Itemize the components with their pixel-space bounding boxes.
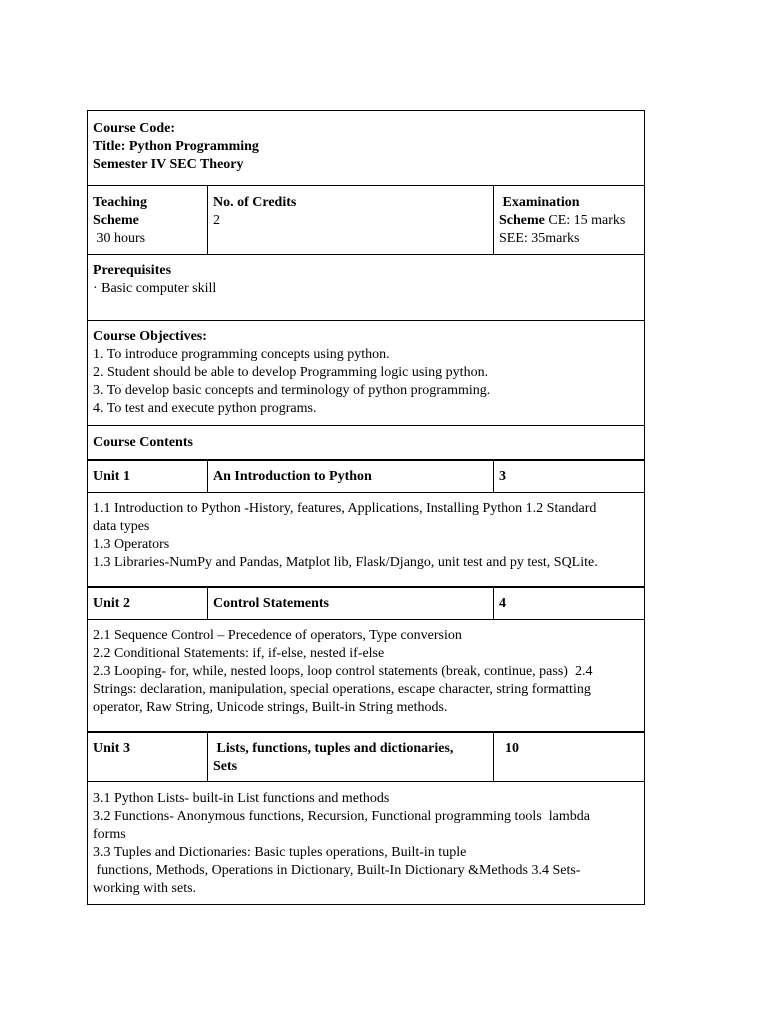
objectives-row (87, 320, 645, 425)
unit-title: An Introduction to Python (208, 461, 494, 492)
unit-title-cell (208, 733, 494, 781)
unit-hours: 10 (505, 741, 519, 756)
objective-item: 1. To introduce programming concepts using python. (93, 347, 390, 362)
unit-content-line: data types (93, 519, 150, 534)
unit-content-line: 3.2 Functions- Anonymous functions, Recursion, Functional programming tools lambda (93, 809, 590, 824)
exam-ce-marks: CE: 15 marks (544, 213, 626, 228)
unit-number: Unit 1 (88, 461, 208, 492)
unit-content-row (87, 619, 645, 731)
unit-hours: 3 (499, 469, 506, 484)
unit-content-line: 2.2 Conditional Statements: if, if-else, nested if-else (93, 646, 385, 661)
credits-value: 2 (213, 213, 220, 228)
unit-hours: 4 (499, 596, 506, 611)
unit-title: Control Statements (208, 588, 494, 619)
course-header-row (87, 110, 645, 185)
unit-title: Lists, functions, tuples and dictionaries, (213, 741, 454, 756)
course-title: Title: Python Programming (93, 139, 259, 154)
scheme-label: Scheme (93, 213, 139, 228)
course-code-label: Course Code: (93, 121, 176, 136)
prerequisites-row (87, 254, 645, 320)
examination-cell (494, 186, 644, 254)
exam-see-marks: SEE: 35marks (499, 231, 580, 246)
unit-content-line: 3.1 Python Lists- built-in List functions and methods (93, 791, 390, 806)
credits-label: No. of Credits (213, 195, 297, 210)
teaching-hours: 30 hours (93, 231, 146, 246)
prerequisites-heading: Prerequisites (93, 263, 172, 278)
objective-item: 2. Student should be able to develop Programming logic using python. (93, 365, 489, 380)
credits-cell (208, 186, 494, 254)
unit-header-row (87, 586, 645, 619)
unit-content-line: 3.3 Tuples and Dictionaries: Basic tuples operations, Built-in tuple (93, 845, 467, 860)
unit-content-line: 2.1 Sequence Control – Precedence of operators, Type conversion (93, 628, 462, 643)
exam-scheme-label: Scheme (499, 213, 545, 228)
exam-scheme-line (499, 212, 639, 230)
unit-title-continued: Sets (213, 759, 238, 774)
course-contents-row (87, 425, 645, 459)
course-semester: Semester IV SEC Theory (93, 157, 244, 172)
unit-number: Unit 2 (88, 588, 208, 619)
unit-content-line: 2.3 Looping- for, while, nested loops, loop control statements (break, continue, pass) 2.4 (93, 664, 593, 679)
teaching-scheme-cell (88, 186, 208, 254)
unit-number: Unit 3 (88, 733, 208, 781)
unit-content-line: forms (93, 827, 126, 842)
syllabus-table (87, 110, 645, 905)
scheme-row (87, 185, 645, 254)
objective-item: 4. To test and execute python programs. (93, 401, 317, 416)
unit-content-line: operator, Raw String, Unicode strings, Built-in String methods. (93, 700, 448, 715)
unit-content-line: working with sets. (93, 881, 197, 896)
unit-header-row (87, 459, 645, 492)
examination-label: Examination (499, 195, 580, 210)
unit-content-line: 1.3 Libraries-NumPy and Pandas, Matplot lib, Flask/Django, unit test and py test, SQLite. (93, 555, 598, 570)
teaching-label: Teaching (93, 195, 147, 210)
unit-content-line: Strings: declaration, manipulation, special operations, escape character, string formatting (93, 682, 591, 697)
objective-item: 3. To develop basic concepts and terminology of python programming. (93, 383, 491, 398)
prerequisite-item: · Basic computer skill (93, 281, 217, 296)
unit-content-line: functions, Methods, Operations in Dictionary, Built-In Dictionary &Methods 3.4 Sets- (93, 863, 581, 878)
unit-content-line: 1.3 Operators (93, 537, 170, 552)
course-contents-heading: Course Contents (93, 435, 193, 450)
unit-header-row (87, 731, 645, 781)
unit-content-row (87, 492, 645, 586)
unit-content-line: 1.1 Introduction to Python -History, features, Applications, Installing Python 1.2 Standard (93, 501, 597, 516)
objectives-heading: Course Objectives: (93, 329, 207, 344)
unit-content-row (87, 781, 645, 905)
